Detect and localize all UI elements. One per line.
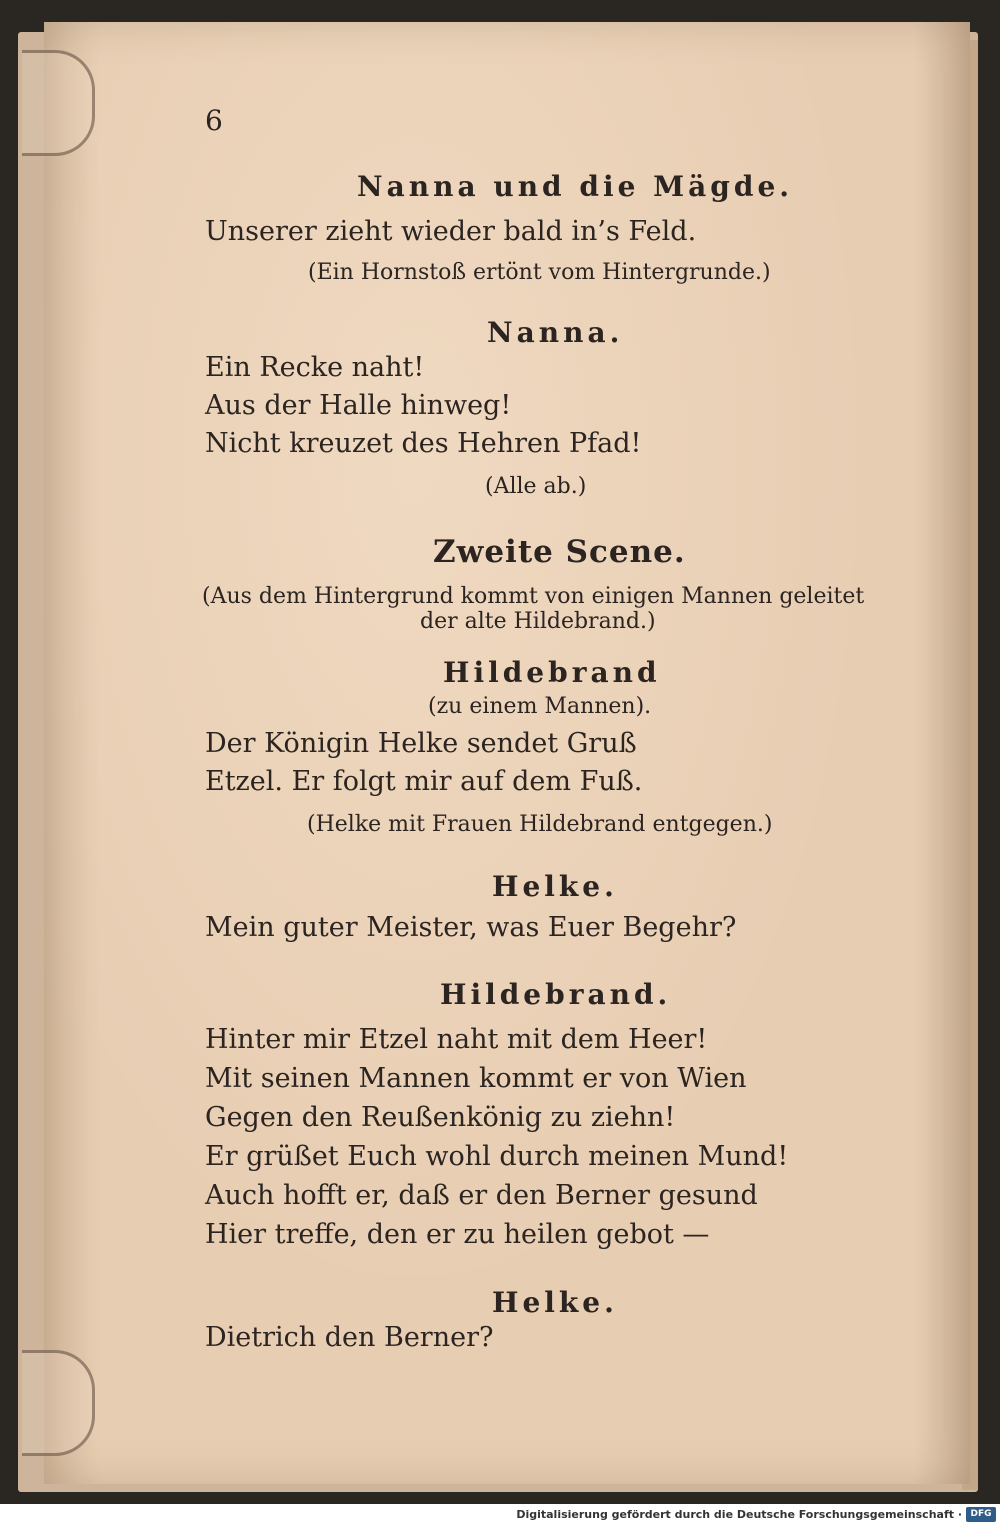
verse-line: Nicht kreuzet des Hehren Pfad!: [205, 428, 642, 459]
verse-line: Mein guter Meister, was Euer Begehr?: [205, 912, 737, 943]
stage-direction: (Alle ab.): [485, 474, 587, 499]
stage-direction: (Helke mit Frauen Hildebrand entgegen.): [307, 812, 773, 837]
verse-line: Mit seinen Mannen kommt er von Wien: [205, 1063, 747, 1094]
stage-direction: der alte Hildebrand.): [420, 609, 656, 634]
verse-line: Der Königin Helke sendet Gruß: [205, 728, 637, 759]
verse-line: Hier treffe, den er zu heilen gebot —: [205, 1219, 710, 1250]
verse-line: Gegen den Reußenkönig zu ziehn!: [205, 1102, 676, 1133]
verse-line: Aus der Halle hinweg!: [205, 390, 512, 421]
speaker-hildebrand: Hildebrand.: [440, 978, 672, 1011]
footer-credit: Digitalisierung gefördert durch die Deutsche Forschungsgemeinschaft ·: [516, 1508, 962, 1521]
verse-line: Er grüßet Euch wohl durch meinen Mund!: [205, 1141, 789, 1172]
verse-line: Hinter mir Etzel naht mit dem Heer!: [205, 1024, 708, 1055]
scene-title: Zweite Scene.: [433, 534, 686, 570]
page-clip-bottom: [22, 1350, 95, 1456]
verse-line: Unserer zieht wieder bald in’s Feld.: [205, 216, 697, 247]
speaker-hildebrand: Hildebrand: [443, 656, 661, 689]
stage-direction: (Ein Hornstoß ertönt vom Hintergrunde.): [308, 260, 771, 285]
verse-line: Ein Recke naht!: [205, 352, 425, 383]
speaker-nanna-maegde: Nanna und die Mägde.: [357, 170, 794, 203]
speaker-helke: Helke.: [492, 870, 618, 903]
footer-bar: [0, 1504, 1000, 1526]
verse-line: Etzel. Er folgt mir auf dem Fuß.: [205, 766, 643, 797]
speaker-helke: Helke.: [492, 1286, 618, 1319]
verse-line: Auch hofft er, daß er den Berner gesund: [205, 1180, 758, 1211]
speaker-nanna: Nanna.: [487, 316, 624, 349]
stage-direction: (Aus dem Hintergrund kommt von einigen Mannen geleitet: [202, 584, 865, 609]
page-clip-top: [22, 50, 95, 156]
verse-line: Dietrich den Berner?: [205, 1322, 494, 1353]
page-number: 6: [205, 104, 223, 137]
stage-direction: (zu einem Mannen).: [428, 694, 652, 719]
dfg-logo-icon: DFG: [966, 1507, 996, 1522]
